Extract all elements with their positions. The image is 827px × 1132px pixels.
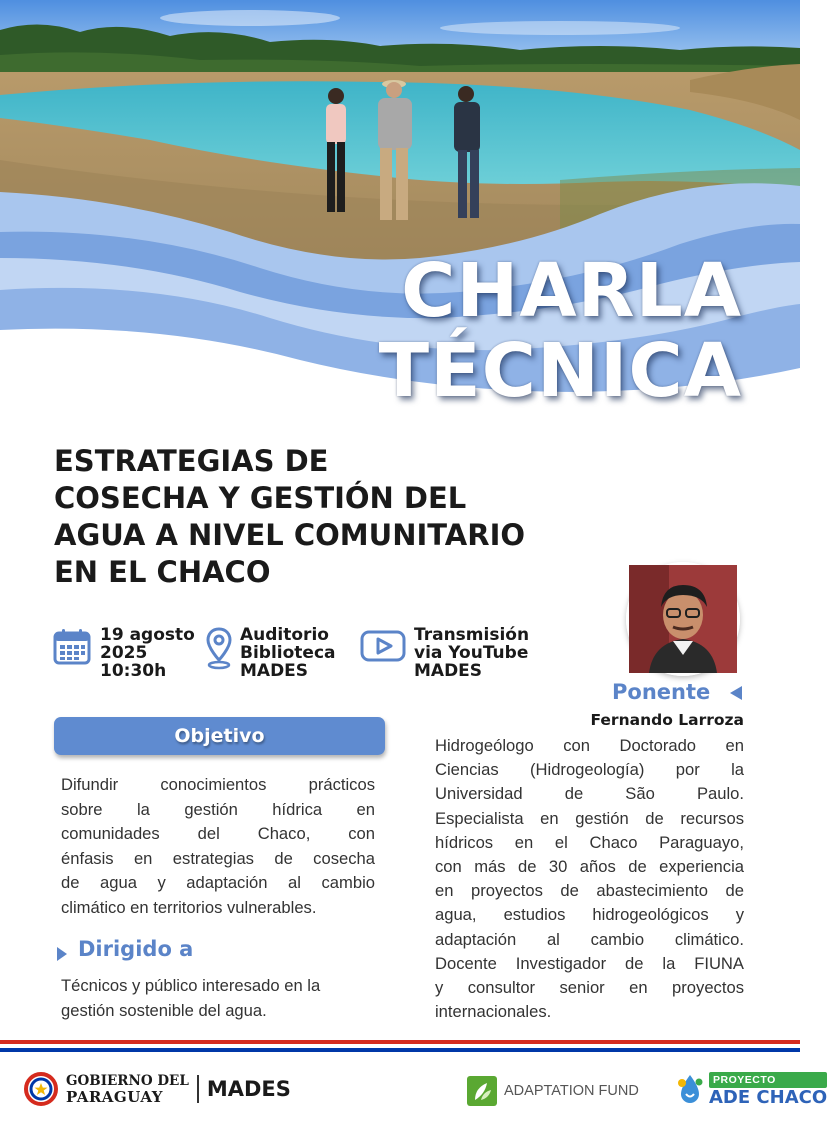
speaker-bio-line: Especialista en gestión de recursos xyxy=(435,808,744,828)
talk-title xyxy=(54,443,614,591)
objective-line: de agua y adaptación al cambio xyxy=(61,873,375,892)
country-label: PARAGUAY xyxy=(66,1088,163,1106)
speaker-bio-line: Universidad de São Paulo. xyxy=(435,784,744,804)
calendar-icon xyxy=(52,626,92,666)
objective-text xyxy=(61,773,375,920)
speaker-bio-line: Hidrogeólogo con Doctorado en xyxy=(435,736,744,755)
talk-title-line: AGUA A NIVEL COMUNITARIO xyxy=(54,518,526,552)
speaker-portrait xyxy=(629,565,737,673)
audience-title: Dirigido a xyxy=(78,937,194,961)
event-location-line: Auditorio xyxy=(240,625,329,645)
objective-title: Objetivo xyxy=(174,725,265,747)
flag-stripe xyxy=(0,1040,800,1052)
event-streaming-line: MADES xyxy=(414,661,483,681)
objective-line: énfasis en estrategias de cosecha xyxy=(61,848,375,868)
government-logo xyxy=(24,1072,291,1106)
adaptation-fund-logo xyxy=(467,1076,639,1106)
location-pin-icon xyxy=(206,626,232,670)
objective-line: sobre la gestión hídrica en xyxy=(61,799,375,819)
government-label: GOBIERNO DEL xyxy=(66,1073,189,1089)
objective-header xyxy=(54,717,385,755)
hero-banner xyxy=(0,0,800,440)
talk-title-line: ESTRATEGIAS DE xyxy=(54,444,329,478)
project-name: ADE CHACO xyxy=(709,1087,827,1108)
talk-title-line: EN EL CHACO xyxy=(54,555,271,589)
title-charla: CHARLA xyxy=(401,248,742,334)
speaker-bio-line: en proyectos de abastecimiento de xyxy=(435,881,744,901)
speaker-bio-line: internacionales. xyxy=(435,1002,552,1022)
event-time: 10:30h xyxy=(100,661,167,681)
talk-title-line: COSECHA Y GESTIÓN DEL xyxy=(54,481,467,515)
project-label: PROYECTO xyxy=(709,1072,827,1088)
event-location xyxy=(206,626,336,680)
mades-logo-text: MADES xyxy=(206,1077,291,1101)
triangle-left-icon xyxy=(728,684,744,702)
title-tecnica: TÉCNICA xyxy=(378,328,742,414)
speaker-label: Ponente xyxy=(612,680,711,704)
event-streaming xyxy=(360,626,529,680)
audience-line: gestión sostenible del agua. xyxy=(61,1000,267,1020)
ade-chaco-logo xyxy=(675,1072,827,1108)
event-location-line: MADES xyxy=(240,661,309,681)
speaker-bio-line: agua, estudios hidrogeológicos y xyxy=(435,905,744,925)
speaker-name: Fernando Larroza xyxy=(590,711,744,729)
speaker-bio-line: con más de 30 años de experiencia xyxy=(435,857,744,877)
speaker-bio-line: Ciencias (Hidrogeología) por la xyxy=(435,760,744,780)
speaker-bio xyxy=(435,734,744,1024)
triangle-right-icon xyxy=(55,945,69,963)
event-streaming-line: via YouTube xyxy=(414,643,529,663)
event-date-line: 2025 xyxy=(100,643,148,663)
paraguay-seal-icon xyxy=(24,1072,58,1106)
event-date xyxy=(52,626,195,680)
speaker-bio-line: Docente Investigador de la FIUNA xyxy=(435,953,744,973)
leaf-icon xyxy=(467,1076,497,1106)
speaker-bio-line: adaptación al cambio climático. xyxy=(435,929,744,949)
objective-line: comunidades del Chaco, con xyxy=(61,824,375,843)
event-date-line: 19 agosto xyxy=(100,625,195,645)
objective-line: climático en territorios vulnerables. xyxy=(61,897,317,917)
speaker-bio-line: hídricos en el Chaco Paraguayo, xyxy=(435,832,744,852)
speaker-photo xyxy=(626,562,740,676)
logo-divider xyxy=(197,1075,199,1103)
event-streaming-line: Transmisión xyxy=(414,625,530,645)
adaptation-fund-text: ADAPTATION FUND xyxy=(504,1083,639,1099)
speaker-bio-line: y consultor senior en proyectos xyxy=(435,978,744,998)
audience-text xyxy=(61,974,377,1023)
water-drop-icon xyxy=(675,1073,705,1107)
audience-line: Técnicos y público interesado en la xyxy=(61,976,321,995)
event-location-line: Biblioteca xyxy=(240,643,336,663)
objective-line: Difundir conocimientos prácticos xyxy=(61,775,375,794)
play-button-icon xyxy=(360,626,406,666)
